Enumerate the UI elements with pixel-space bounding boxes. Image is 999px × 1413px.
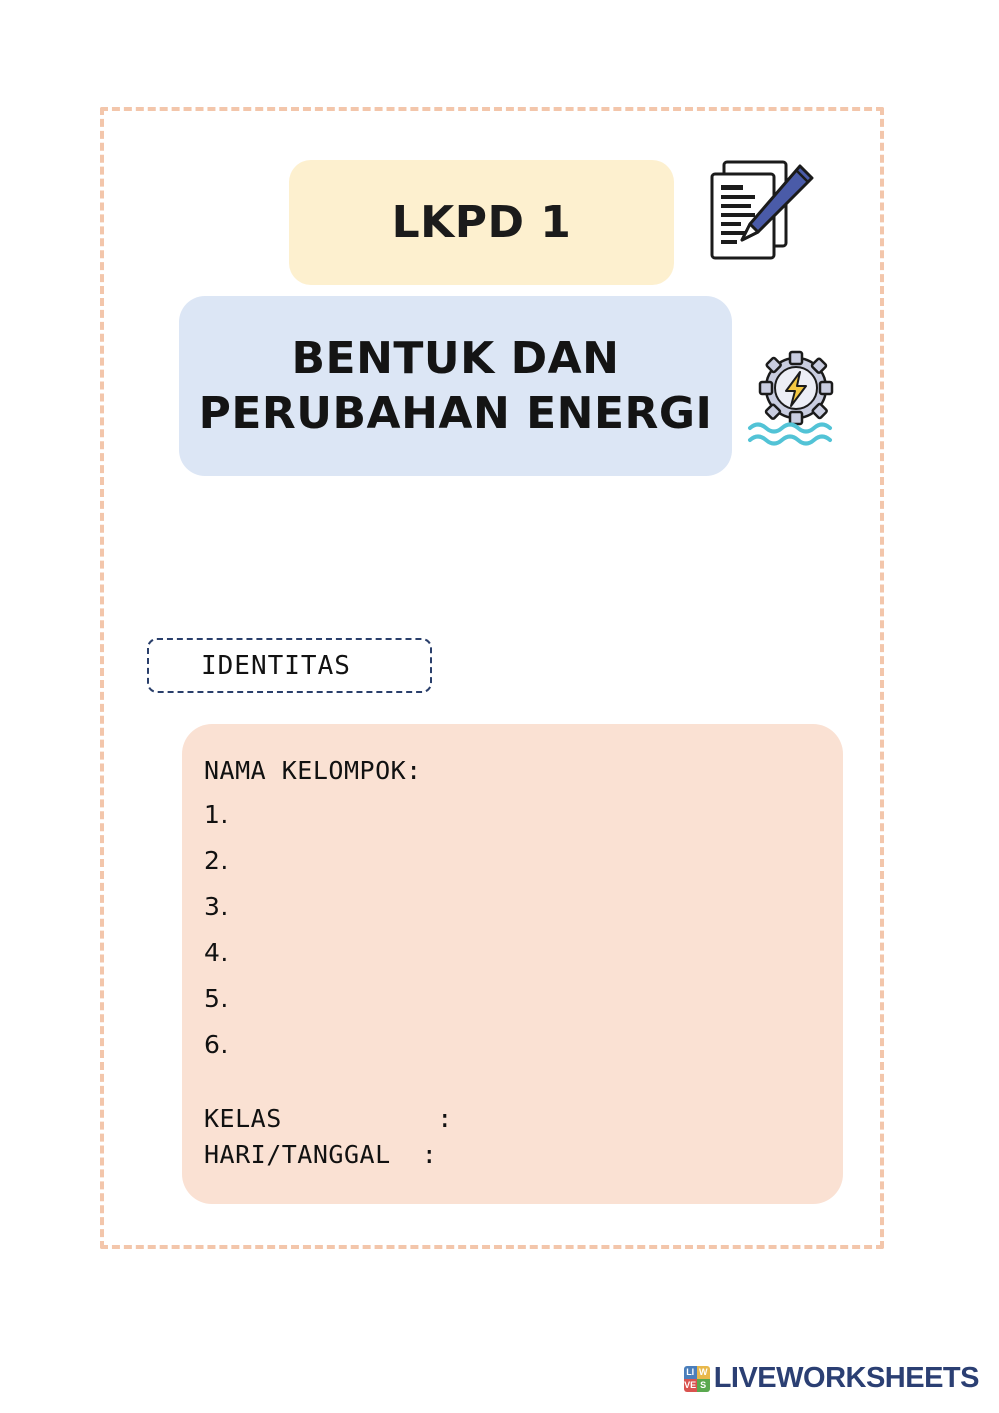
worksheet-frame xyxy=(100,107,884,1249)
field-hari-tanggal xyxy=(204,1142,843,1167)
title-pill xyxy=(179,296,732,476)
section-label-text: IDENTITAS xyxy=(201,650,351,681)
field-kelas-separator: : xyxy=(281,1104,453,1133)
list-item: 5. xyxy=(204,984,229,1013)
logo-cell-2: W xyxy=(697,1366,710,1379)
liveworksheets-logo-icon xyxy=(684,1366,710,1392)
list-item: 3. xyxy=(204,892,229,921)
liveworksheets-wordmark: LIVEWORKSHEETS xyxy=(713,1362,979,1394)
title-line-2: PERUBAHAN ENERGI xyxy=(198,388,713,439)
hydro-energy-icon xyxy=(744,346,849,451)
group-name-label: NAMA KELOMPOK: xyxy=(204,756,422,785)
header-pill-label: LKPD 1 xyxy=(391,197,572,248)
list-item: 2. xyxy=(204,846,229,875)
header-pill xyxy=(289,160,674,285)
title-line-1: BENTUK DAN xyxy=(291,332,620,384)
document-pencil-icon xyxy=(696,148,831,283)
list-item: 4. xyxy=(204,938,229,967)
liveworksheets-footer xyxy=(684,1362,979,1395)
field-hari-tanggal-label: HARI/TANGGAL xyxy=(204,1140,391,1169)
list-item: 1. xyxy=(204,800,229,829)
logo-cell-3: VE xyxy=(684,1379,697,1390)
field-kelas-label: KELAS xyxy=(204,1104,282,1133)
logo-cell-1: LI xyxy=(684,1366,697,1379)
spacer xyxy=(204,1078,843,1106)
logo-cell-4: S xyxy=(697,1379,710,1392)
field-hari-tanggal-separator: : xyxy=(390,1140,438,1169)
list-item: 6. xyxy=(204,1030,229,1059)
section-label-identitas xyxy=(147,638,432,693)
field-kelas xyxy=(204,1106,843,1131)
identity-panel xyxy=(182,724,843,1204)
